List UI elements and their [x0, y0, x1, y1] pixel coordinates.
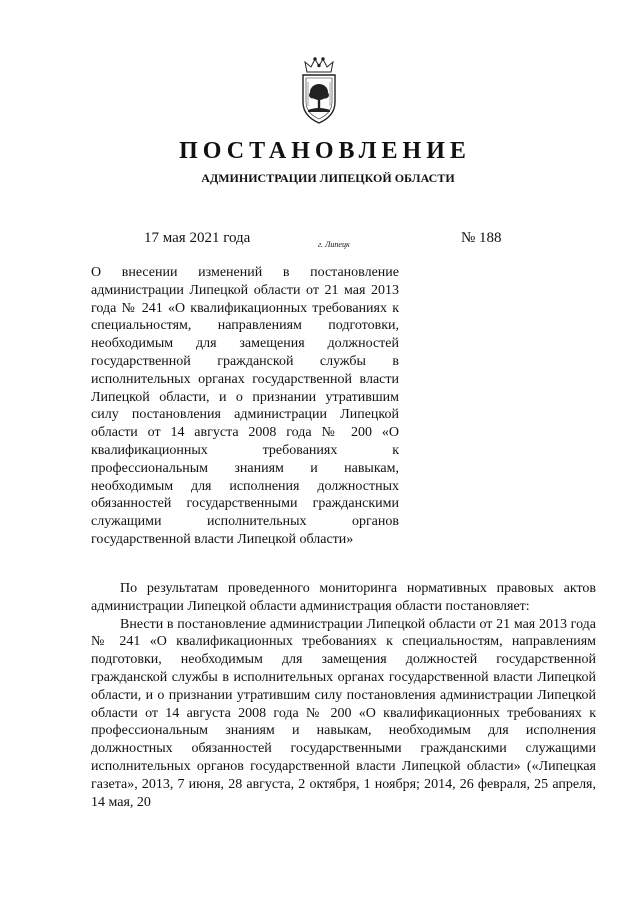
- document-subtitle: АДМИНИСТРАЦИИ ЛИПЕЦКОЙ ОБЛАСТИ: [201, 171, 455, 185]
- lipetsk-region-coat-of-arms-icon: [298, 56, 340, 126]
- body-paragraph: Внести в постановление администрации Липецкой области от 21 мая 2013 года № 241 «О квалификационных требованиях к специальностям, направлениям подготовки, необходимым для замещения должностей государственной гражданской службы в исполнительных органах государственной власти Липецкой области, и о признании утратившим силу постановления администрации Липецкой области от 14 августа 2008 года № 200 «О квалификационных требованиях к профессиональным знаниям и навыкам, необходимым для исполнения должностных обязанностей государственными гражданскими служащими исполнительных органов государственной власти Липецкой области» («Липецкая газета», 2013, 7 июня, 28 августа, 2 октября, 1 ноября; 2014, 26 февраля, 25 апреля, 14 мая, 20: [91, 616, 596, 810]
- document-date: 17 мая 2021 года: [144, 230, 251, 246]
- document-city: г. Липецк: [318, 240, 350, 249]
- document-heading: О внесении изменений в постановление администрации Липецкой области от 21 мая 2013 года № 241 «О квалификационных требованиях к специальностям, направлениям подготовки, необходимым для замещения должностей государственной гражданской службы в исполнительных органах государственной власти Липецкой области, и о признании утратившим силу постановления администрации Липецкой области от 14 августа 2008 года № 200 «О квалификационных требованиях к профессиональным знаниям и навыкам, необходимым для исполнения должностных обязанностей государственными гражданскими служащими исполнительных органов государственной власти Липецкой области»: [91, 265, 399, 547]
- document-body: [91, 580, 596, 811]
- document-title: ПОСТАНОВЛЕНИЕ: [179, 138, 471, 164]
- shield-icon: [303, 75, 335, 123]
- crown-icon: [305, 58, 333, 72]
- document-number: № 188: [461, 230, 502, 246]
- body-paragraph: По результатам проведенного мониторинга нормативных правовых актов администрации Липецкой области администрация области постановляет:: [91, 581, 596, 614]
